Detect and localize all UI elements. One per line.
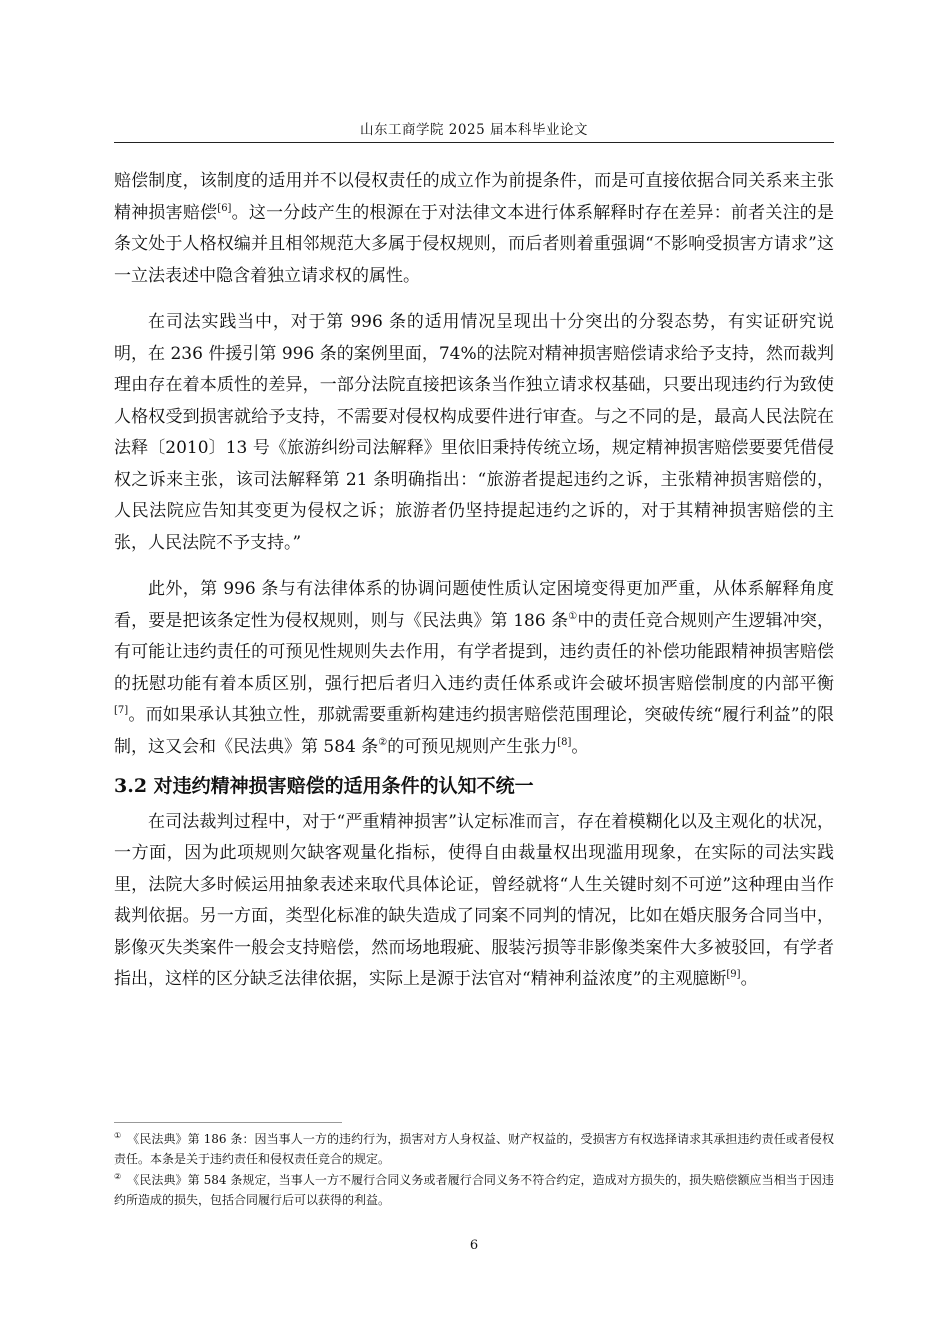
paragraph-1-text-cont: 。这一分歧产生的根源在于对法律文本进行体系解释时存在差异：前者关注的是条文处于人格权编并且相邻规范大多属于侵权规则，而后者则着重强调“不影响受损害方请求”这一立法表述中隐含着独立请求权的属性。 bbox=[114, 202, 835, 286]
paragraph-3-text: 此外，第 996 条与有法律体系的协调问题使性质认定困境变得更加严重，从体系解释角度看，要是把该条定性为侵权规则，则与《民法典》第 186 条 bbox=[114, 579, 834, 631]
paragraph-gap bbox=[114, 292, 834, 307]
section-heading: 3.2 对违约精神损害赔偿的适用条件的认知不统一 bbox=[114, 775, 534, 797]
citation-7: [7] bbox=[114, 705, 129, 716]
paragraph-1 bbox=[114, 166, 834, 292]
paragraph-3-text-3: 。而如果承认其独立性，那就需要重新构建违约损害赔偿范围理论，突破传统“履行利益”的限制，这又会和《民法典》第 584 条 bbox=[114, 705, 834, 757]
header-rule bbox=[114, 142, 834, 143]
page-number: 6 bbox=[469, 1238, 479, 1253]
body-text bbox=[114, 166, 834, 996]
footnote-rule bbox=[114, 1122, 342, 1123]
footnote-mark: ② bbox=[114, 1172, 122, 1181]
paragraph-3-text-5: 。 bbox=[571, 736, 589, 757]
footnote-ref-1: ① bbox=[568, 610, 578, 622]
footnotes bbox=[114, 1130, 834, 1212]
paragraph-2: 在司法实践当中，对于第 996 条的适用情况呈现出十分突出的分裂态势，有实证研究说明，在 236 件援引第 996 条的案例里面，74%的法院对精神损害赔偿请求给予支持，然而裁判理由存在着本质性的差异，一部分法院直接把该条当作独立请求权基础，只要出现违约行为致使人格权受到损害就给予支持，不需要对侵权构成要件进行审查。与之不同的是，最高人民法院在法释〔2010〕13 号《旅游纠纷司法解释》里依旧秉持传统立场，规定精神损害赔偿要要凭借侵权之诉来主张，该司法解释第 21 条明确指出：“旅游者提起违约之诉，主张精神损害赔偿的，人民法院应告知其变更为侵权之诉；旅游者仍坚持提起违约之诉的，对于其精神损害赔偿的主张，人民法院不予支持。” bbox=[114, 312, 834, 553]
footnote-text: 《民法典》第 186 条：因当事人一方的违约行为，损害对方人身权益、财产权益的，受损害方有权选择请求其承担违约责任或者侵权责任。本条是关于违约责任和侵权责任竞合的规定。 bbox=[114, 1132, 834, 1166]
footnote-ref-2: ② bbox=[378, 736, 388, 748]
footnote-text: 《民法典》第 584 条规定，当事人一方不履行合同义务或者履行合同义务不符合约定，造成对方损失的，损失赔偿额应当相当于因违约所造成的损失，包括合同履行后可以获得的利益。 bbox=[114, 1173, 834, 1207]
paragraph-3-text-2: 中的责任竞合规则产生逻辑冲突，有可能让违约责任的可预见性规则失去作用，有学者提到，违约责任的补偿功能跟精神损害赔偿的抚慰功能有着本质区别，强行把后者归入违约责任体系或许会破坏损害赔偿制度的内部平衡 bbox=[114, 610, 835, 694]
running-header: 山东工商学院 2025 届本科毕业论文 bbox=[360, 122, 588, 138]
citation-9: [9] bbox=[726, 969, 741, 980]
paragraph-4 bbox=[114, 807, 834, 996]
footnote-1 bbox=[114, 1130, 834, 1169]
paragraph-3-text-4: 的可预见规则产生张力 bbox=[387, 736, 558, 757]
citation-6: [6] bbox=[217, 202, 232, 214]
paragraph-3 bbox=[114, 574, 834, 763]
paragraph-4-text: 在司法裁判过程中，对于“严重精神损害”认定标准而言，存在着模糊化以及主观化的状况，一方面，因为此项规则欠缺客观量化指标，使得自由裁量权出现滥用现象，在实际的司法实践里，法院大多时候运用抽象表述来取代具体论证，曾经就将“人生关键时刻不可逆”这种理由当作裁判依据。另一方面，类型化标准的缺失造成了同案不同判的情况，比如在婚庆服务合同当中，影像灭失类案件一般会支持赔偿，然而场地瑕疵、服装污损等非影像类案件大多被驳回，有学者指出，这样的区分缺乏法律依据，实际上是源于法官对“精神利益浓度”的主观臆断 bbox=[114, 811, 834, 989]
citation-8: [8] bbox=[557, 736, 572, 748]
paragraph-4-text-cont: 。 bbox=[740, 969, 758, 989]
paragraph-1-text: 赔偿制度，该制度的适用并不以侵权责任的成立作为前提条件，而是可直接依据合同关系来主张精神损害赔偿 bbox=[114, 171, 834, 223]
paragraph-gap bbox=[114, 559, 834, 574]
footnote-2 bbox=[114, 1171, 834, 1210]
footnote-mark: ① bbox=[114, 1131, 122, 1140]
